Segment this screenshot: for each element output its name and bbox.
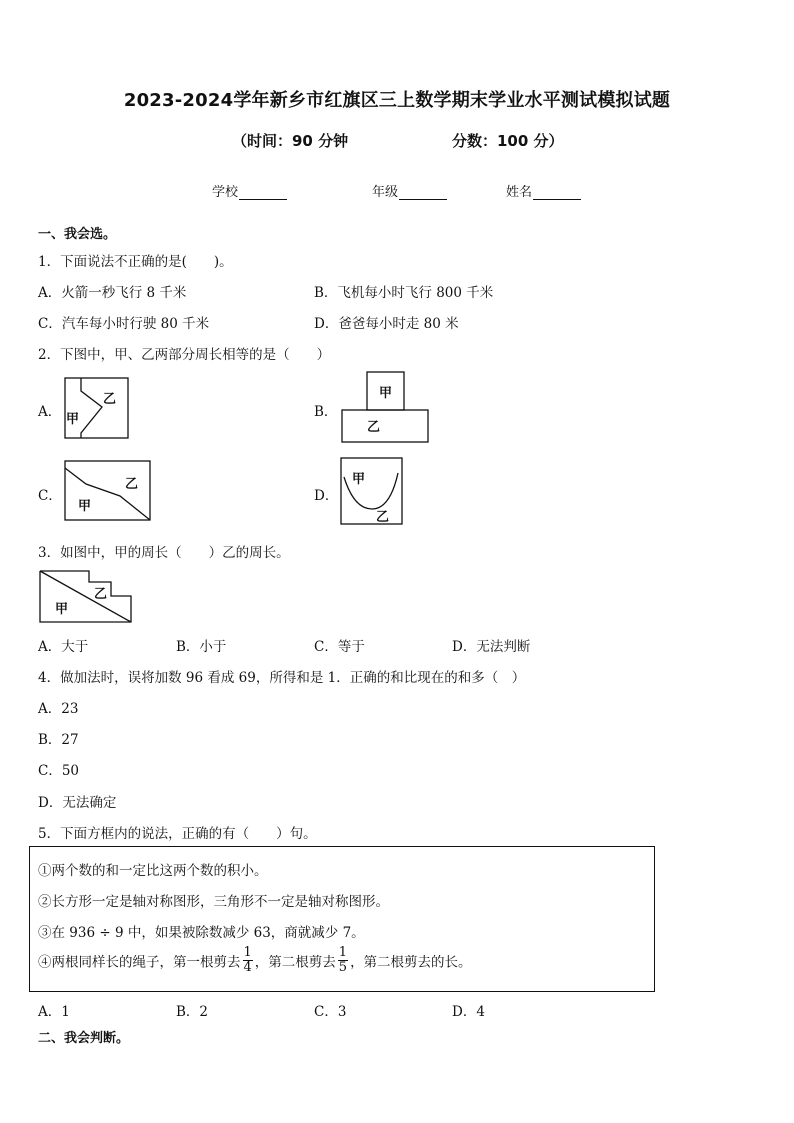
q5-fraction-1-4: $\frac{1}{4}$ bbox=[243, 945, 252, 975]
page-title: 2023-2024学年新乡市红旗区三上数学期末学业水平测试模拟试题 bbox=[123, 90, 671, 111]
q2d-label-yi: 乙 bbox=[376, 510, 390, 525]
q5-option-c[interactable]: C．3 bbox=[314, 1004, 347, 1020]
score-info: 分数：100 分） bbox=[452, 132, 564, 150]
q2-option-c[interactable]: C． bbox=[38, 488, 62, 504]
q4-option-c[interactable]: C．50 bbox=[38, 763, 80, 779]
name-blank[interactable] bbox=[533, 186, 581, 200]
q2a-label-jia: 甲 bbox=[66, 412, 80, 427]
q5-stem: 5．下面方框内的说法，正确的有（ ）句。 bbox=[38, 826, 317, 842]
q2d-label-jia: 甲 bbox=[352, 472, 366, 487]
q3-option-d[interactable]: D．无法判断 bbox=[452, 639, 531, 655]
q3-figure bbox=[39, 570, 135, 628]
q5-statement-3: ③在 936 ÷ 9 中，如果被除数减少 63，商就减少 7。 bbox=[38, 925, 365, 941]
q4-option-a[interactable]: A．23 bbox=[38, 701, 79, 717]
q2-figure-d bbox=[340, 457, 404, 531]
q5-s4-part-a: ④两根同样长的绳子，第一根剪去 bbox=[38, 954, 241, 971]
q5-option-d[interactable]: D．4 bbox=[452, 1004, 485, 1020]
q2c-label-jia: 甲 bbox=[78, 499, 92, 514]
name-label: 姓名 bbox=[506, 185, 533, 200]
q1-option-c[interactable]: C．汽车每小时行驶 80 千米 bbox=[38, 316, 210, 332]
q2b-label-yi: 乙 bbox=[367, 420, 381, 435]
q5-statement-4 bbox=[38, 946, 472, 975]
q2-option-b[interactable]: B． bbox=[314, 404, 338, 420]
q3-label-yi: 乙 bbox=[94, 587, 108, 602]
section-1-title: 一、我会选。 bbox=[38, 227, 117, 242]
q2-option-d[interactable]: D． bbox=[314, 488, 339, 504]
q3-label-jia: 甲 bbox=[55, 602, 69, 617]
q2a-label-yi: 乙 bbox=[103, 392, 117, 407]
q3-option-a[interactable]: A．大于 bbox=[38, 639, 89, 655]
grade-label: 年级 bbox=[372, 185, 399, 200]
q1-option-a[interactable]: A．火箭一秒飞行 8 千米 bbox=[38, 285, 187, 301]
q4-stem: 4．做加法时，误将加数 96 看成 69，所得和是 1．正确的和比现在的和多（ ） bbox=[38, 670, 526, 686]
q4-option-d[interactable]: D．无法确定 bbox=[38, 795, 117, 811]
q3-option-c[interactable]: C．等于 bbox=[314, 639, 365, 655]
q2-stem: 2．下图中，甲、乙两部分周长相等的是（ ） bbox=[38, 347, 331, 363]
grade-blank[interactable] bbox=[399, 186, 447, 200]
time-info: （时间：90 分钟 bbox=[232, 132, 349, 150]
q1-option-d[interactable]: D．爸爸每小时走 80 米 bbox=[314, 316, 459, 332]
q2-figure-c bbox=[64, 460, 152, 526]
q2c-label-yi: 乙 bbox=[125, 477, 139, 492]
q1-option-b[interactable]: B．飞机每小时飞行 800 千米 bbox=[314, 285, 494, 301]
school-label: 学校 bbox=[212, 185, 239, 200]
grade-field[interactable] bbox=[372, 181, 447, 200]
q2b-label-jia: 甲 bbox=[379, 386, 393, 401]
q5-option-a[interactable]: A．1 bbox=[38, 1004, 70, 1020]
q3-stem: 3．如图中，甲的周长（ ）乙的周长。 bbox=[38, 545, 290, 561]
school-field[interactable] bbox=[212, 181, 287, 200]
q5-statement-2: ②长方形一定是轴对称图形，三角形不一定是轴对称图形。 bbox=[38, 894, 389, 910]
q5-statement-1: ①两个数的和一定比这两个数的积小。 bbox=[38, 863, 268, 879]
section-2-title: 二、我会判断。 bbox=[38, 1031, 130, 1046]
q1-stem: 1．下面说法不正确的是( )。 bbox=[38, 254, 233, 270]
q3-option-b[interactable]: B．小于 bbox=[176, 639, 227, 655]
name-field[interactable] bbox=[506, 181, 581, 200]
school-blank[interactable] bbox=[239, 186, 287, 200]
q5-s4-part-b: ，第二根剪去 bbox=[254, 954, 336, 971]
q5-fraction-1-5: $\frac{1}{5}$ bbox=[338, 945, 348, 975]
q5-s4-part-c: ，第二根剪去的长。 bbox=[350, 954, 472, 971]
q4-option-b[interactable]: B．27 bbox=[38, 732, 79, 748]
q2-figure-a bbox=[64, 377, 130, 444]
q2-figure-b bbox=[341, 371, 431, 449]
q5-option-b[interactable]: B．2 bbox=[176, 1004, 209, 1020]
q2-option-a[interactable]: A． bbox=[38, 404, 62, 420]
